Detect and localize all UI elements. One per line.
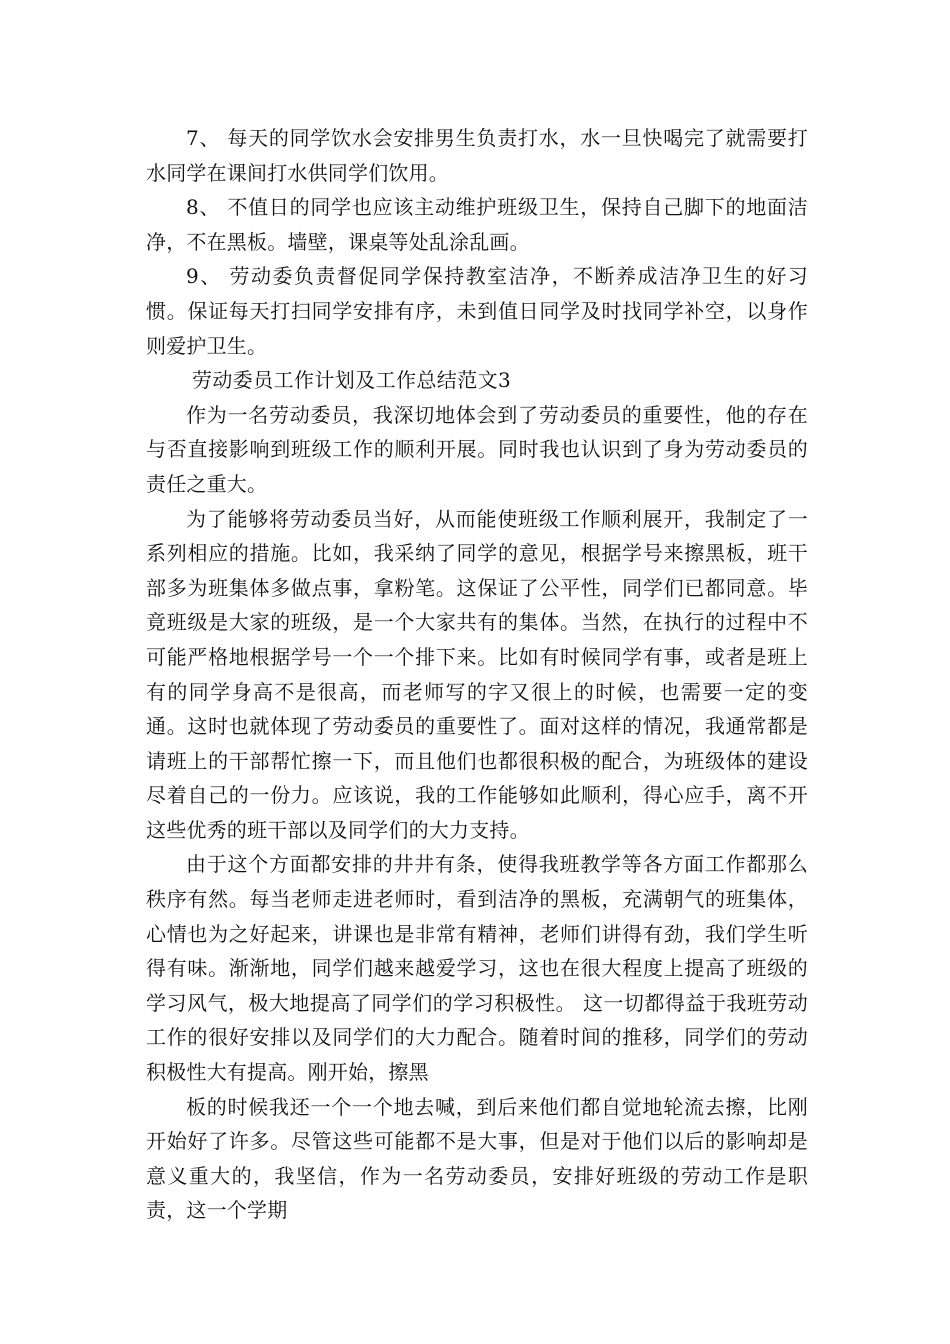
paragraph-results: 由于这个方面都安排的井井有条，使得我班教学等各方面工作都那么秩序有然。每当老师走进老师时，看到洁净的黑板，充满朝气的班集体，心情也为之好起来，讲课也是非常有精神，老师们讲得有劲，我们学生听得有味。渐渐地，同学们越来越爱学习，这也在很大程度上提高了班级的学习风气，极大地提高了同学们的学习积极性。 这一切都得益于我班劳动工作的很好安排以及同学们的大力配合。随着时间的推移，同学们的劳动积极性大有提高。刚开始，擦黑 xyxy=(146,852,808,1085)
section-title: 劳动委员工作计划及工作总结范文3 xyxy=(192,368,512,393)
paragraph-item-9: 9、 劳动委负责督促同学保持教室洁净，不断养成洁净卫生的好习惯。保证每天打扫同学安排有序，未到值日同学及时找同学补空，以身作则爱护卫生。 xyxy=(146,264,808,358)
paragraph-item-7: 7、 每天的同学饮水会安排男生负责打水，水一旦快喝完了就需要打水同学在课间打水供同学们饮用。 xyxy=(146,126,808,185)
document-body xyxy=(146,121,808,1228)
paragraph-intro: 作为一名劳动委员，我深切地体会到了劳动委员的重要性，他的存在与否直接影响到班级工作的顺利开展。同时我也认识到了身为劳动委员的责任之重大。 xyxy=(146,402,808,496)
paragraph-item-8: 8、 不值日的同学也应该主动维护班级卫生，保持自己脚下的地面洁净，不在黑板。墙壁，课桌等处乱涂乱画。 xyxy=(146,195,808,254)
paragraph-measures: 为了能够将劳动委员当好，从而能使班级工作顺利展开，我制定了一系列相应的措施。比如，我采纳了同学的意见，根据学号来擦黑板，班干部多为班集体多做点事，拿粉笔。这保证了公平性，同学们已都同意。毕竟班级是大家的班级，是一个大家共有的集体。当然，在执行的过程中不可能严格地根据学号一个一个排下来。比如有时候同学有事，或者是班上有的同学身高不是很高，而老师写的字又很上的时候，也需要一定的变通。这时也就体现了劳动委员的重要性了。面对这样的情况，我通常都是请班上的干部帮忙擦一下，而且他们也都很积极的配合，为班级体的建设尽着自己的一份力。应该说，我的工作能够如此顺利，得心应手，离不开这些优秀的班干部以及同学们的大力支持。 xyxy=(146,506,808,842)
paragraph-continuation: 板的时候我还一个一个地去喊，到后来他们都自觉地轮流去擦，比刚开始好了许多。尽管这些可能都不是大事，但是对于他们以后的影响却是意义重大的，我坚信，作为一名劳动委员，安排好班级的劳动工作是职责，这一个学期 xyxy=(146,1094,808,1223)
